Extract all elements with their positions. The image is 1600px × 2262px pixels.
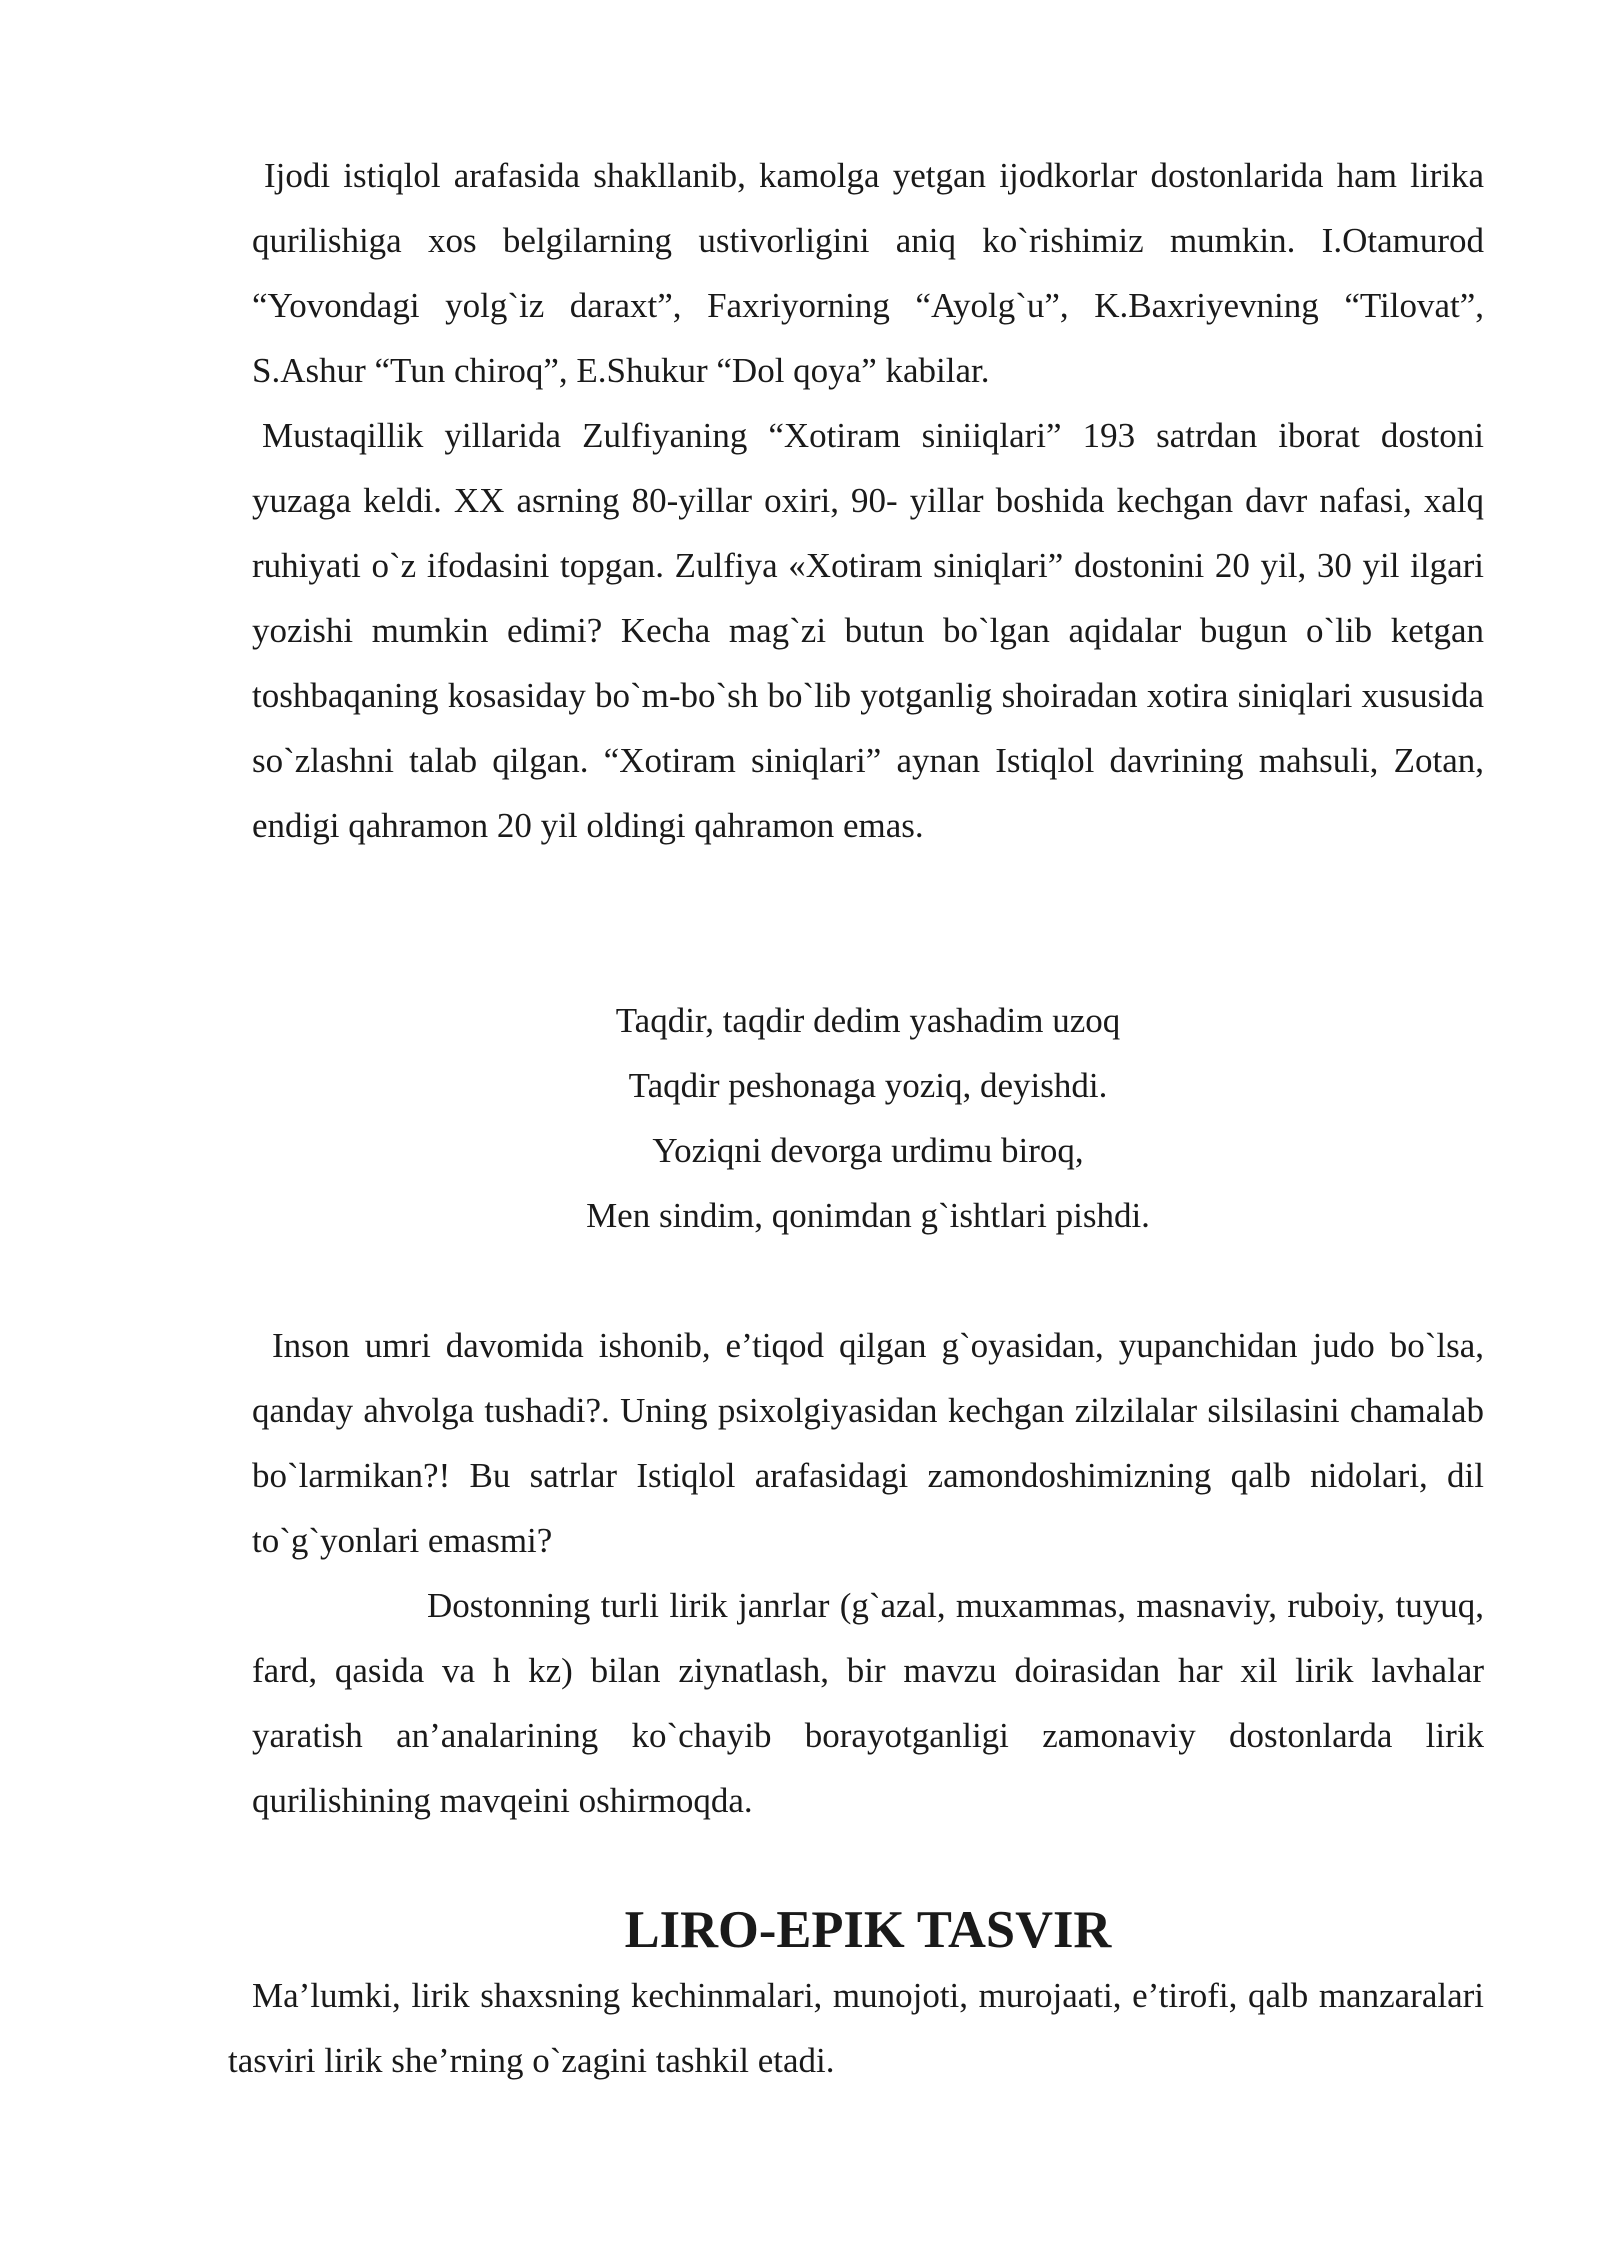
paragraph-5: Ma’lumki, lirik shaxsning kechinmalari, munojoti, murojaati, e’tirofi, qalb manzaralari tasviri lirik she’rning o`zagini tashkil etadi.	[228, 1976, 1484, 2080]
poem-stanza	[252, 988, 1484, 1248]
section-heading: LIRO-EPIK TASVIR	[624, 1901, 1112, 1959]
poem-line: Taqdir, taqdir dedim yashadim uzoq	[615, 1001, 1121, 1040]
poem-line: Men sindim, qonimdan g`ishtlari pishdi.	[586, 1196, 1150, 1235]
poem-line: Yoziqni devorga urdimu biroq,	[652, 1131, 1084, 1170]
paragraph-2: Mustaqillik yillarida Zulfiyaning “Xotiram siniiqlari” 193 satrdan iborat dostoni yuzaga keldi. XX asrning 80-yillar oxiri, 90- yillar boshida kechgan davr nafasi, xalq ruhiyati o`z ifodasini topgan. Zulfiya «Xotiram siniqlari” dostonini 20 yil, 30 yil ilgari yozishi mumkin edimi? Kecha mag`zi butun bo`lgan aqidalar bugun o`lib ketgan toshbaqaning kosasiday bo`m-bo`sh bo`lib yotganlig shoiradan xotira siniqlari xususida so`zlashni talab qilgan. “Xotiram siniqlari” aynan Istiqlol davrining mahsuli, Zotan, endigi qahramon 20 yil oldingi qahramon emas.	[252, 416, 1484, 845]
paragraph-3: Inson umri davomida ishonib, e’tiqod qilgan g`oyasidan, yupanchidan judo bo`lsa, qanday ahvolga tushadi?. Uning psixolgiyasidan kechgan zilzilalar silsilasini chamalab bo`larmikan?! Bu satrlar Istiqlol arafasidagi zamondoshimizning qalb nidolari, dil to`g`yonlari emasmi?	[252, 1326, 1484, 1560]
paragraph-4: Dostonning turli lirik janrlar (g`azal, muxammas, masnaviy, ruboiy, tuyuq, fard, qasida va h kz) bilan ziynatlash, bir mavzu doirasidan har xil lirik lavhalar yaratish an’analarining ko`chayib borayotganligi zamonaviy dostonlarda lirik qurilishining mavqeini oshirmoqda.	[252, 1586, 1484, 1820]
poem-line: Taqdir peshonaga yoziq, deyishdi.	[628, 1066, 1108, 1105]
paragraph-1: Ijodi istiqlol arafasida shakllanib, kamolga yetgan ijodkorlar dostonlarida ham lirika qurilishiga xos belgilarning ustivorligini aniq ko`rishimiz mumkin. I.Otamurod “Yovondagi yolg`iz daraxt”, Faxriyorning “Ayolg`u”, K.Baxriyevning “Tilovat”, S.Ashur “Tun chiroq”, E.Shukur “Dol qoya” kabilar.	[252, 156, 1484, 390]
